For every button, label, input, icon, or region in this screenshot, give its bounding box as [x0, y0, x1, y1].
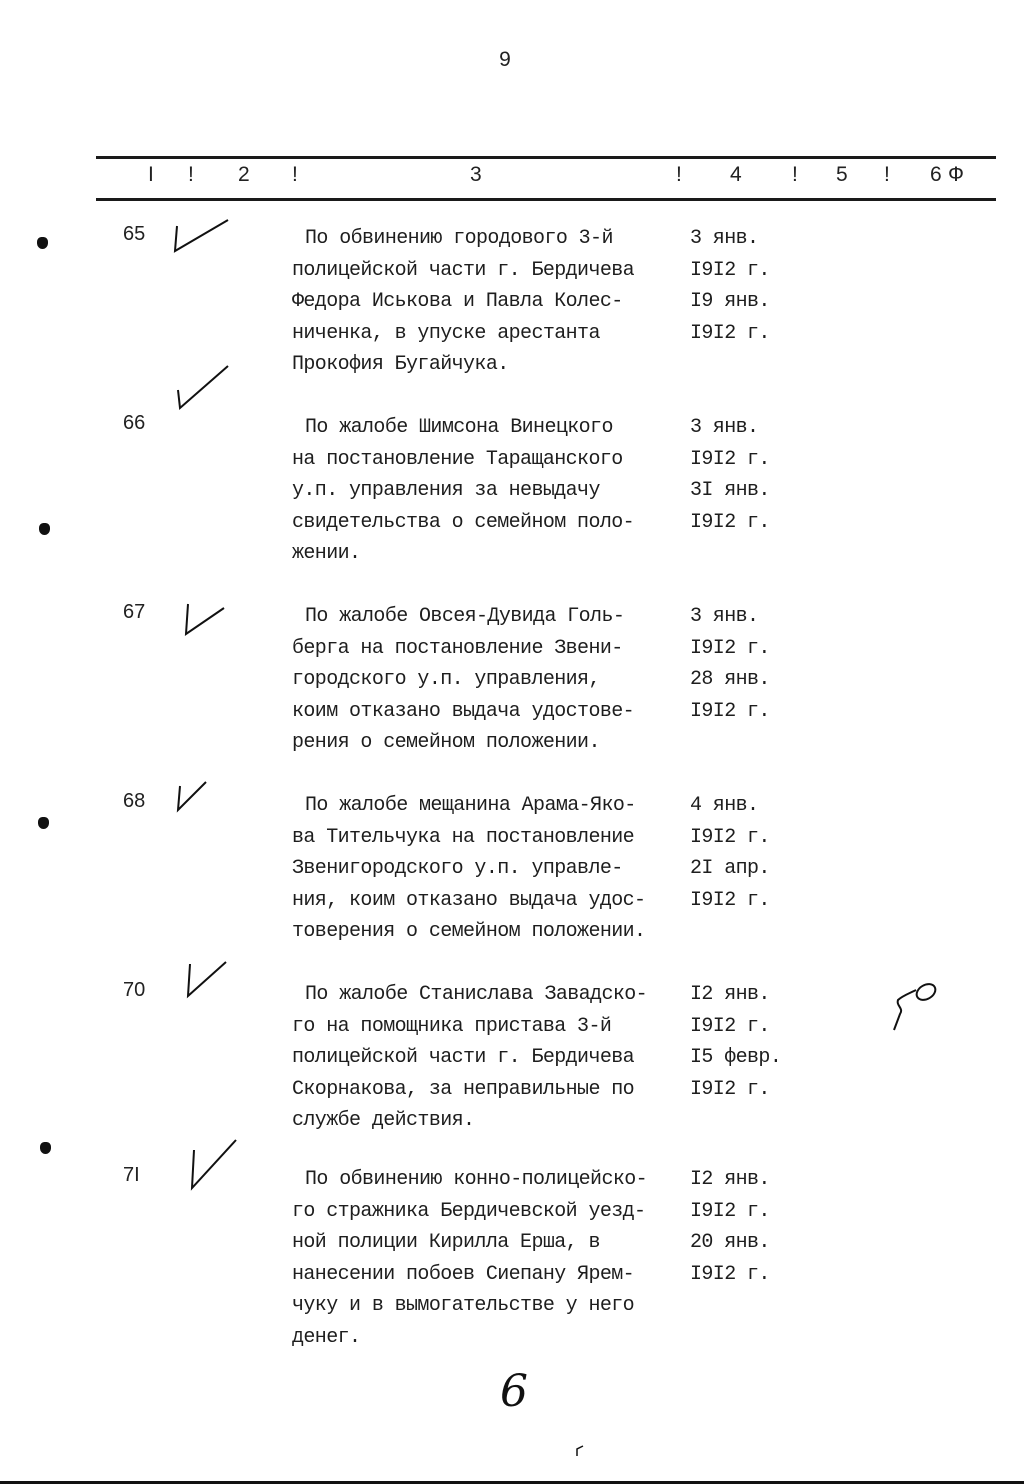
entry-description	[292, 412, 634, 570]
description-line: у.п. управления за невыдачу	[292, 479, 600, 502]
date-line: 20 янв.	[690, 1231, 770, 1254]
entry-description	[292, 601, 634, 759]
description-line: ниченка, в упуске арестанта	[292, 321, 600, 345]
description-line: По обвинению конно-полицейско-	[305, 1168, 648, 1191]
description-line: Федора Иськова и Павла Колес-	[292, 290, 623, 313]
entry-dates	[690, 223, 770, 349]
column-separator: !	[792, 163, 798, 186]
column-header-6: 6	[930, 163, 942, 186]
entry-number: 68	[123, 790, 146, 812]
punch-hole-mark	[38, 817, 49, 829]
column-header-2: 2	[238, 163, 250, 186]
description-line: коим отказано выдача удостове-	[292, 699, 635, 723]
date-line: I9I2 г.	[690, 699, 770, 723]
table-header	[96, 163, 996, 193]
entry-description	[292, 1164, 647, 1353]
entry-number: 7I	[123, 1164, 140, 1186]
date-line: I9I2 г.	[690, 825, 770, 849]
entry-number: 70	[123, 979, 146, 1001]
description-line: го стражника Бердичевской уезд-	[292, 1199, 646, 1223]
column-header-3: 3	[470, 163, 482, 186]
column-header-fond-mark: Ф	[948, 163, 964, 186]
description-line: чуку и в вымогательстве у него	[292, 1294, 635, 1317]
date-line: 4 янв.	[690, 794, 759, 817]
entry-number: 66	[123, 412, 146, 434]
description-line: ва Тительчука на постановление	[292, 825, 635, 849]
date-line: 3I янв.	[690, 479, 770, 502]
description-line: на постановление Таращанского	[292, 447, 623, 471]
description-line: По обвинению городового 3-й	[305, 227, 613, 250]
checkmark-icon	[174, 780, 214, 816]
description-line: ной полиции Кирилла Ерша, в	[292, 1231, 600, 1254]
column-separator: !	[884, 163, 890, 186]
entry-description	[292, 979, 647, 1137]
entry-number: 67	[123, 601, 146, 623]
description-line: берга на постановление Звени-	[292, 636, 623, 660]
checkmark-icon	[186, 1136, 242, 1196]
punch-hole-mark	[40, 1142, 51, 1154]
description-line: жении.	[292, 542, 361, 565]
description-line: нанесении побоев Сиепану Ярем-	[292, 1262, 635, 1286]
date-line: I9I2 г.	[690, 1077, 770, 1101]
entry-description	[292, 223, 634, 381]
date-line: I9I2 г.	[690, 1262, 770, 1286]
description-line: городского у.п. управления,	[292, 668, 600, 691]
entry-dates	[690, 1164, 770, 1290]
description-line: полицейской части г. Бердичева	[292, 1046, 635, 1069]
column-separator: !	[188, 163, 194, 186]
entry-dates	[690, 412, 770, 538]
table-header-bottom-rule	[96, 198, 996, 201]
column-header-4: 4	[730, 163, 742, 186]
description-line: Звенигородского у.п. управле-	[292, 857, 623, 880]
column-separator: !	[676, 163, 682, 186]
description-line: денег.	[292, 1325, 361, 1349]
description-line: По жалобе Шимсона Винецкого	[305, 416, 613, 439]
column-separator: !	[292, 163, 298, 186]
table-top-rule	[96, 156, 996, 159]
entry-number: 65	[123, 223, 146, 245]
date-line: I9I2 г.	[690, 1014, 770, 1038]
column-header-5: 5	[836, 163, 848, 186]
date-line: I9I2 г.	[690, 447, 770, 471]
date-line: I2 янв.	[690, 1168, 770, 1191]
checkmark-icon	[172, 218, 232, 258]
date-line: 28 янв.	[690, 668, 770, 691]
date-line: I5 февр.	[690, 1046, 782, 1069]
date-line: I9I2 г.	[690, 636, 770, 660]
description-line: По жалобе мещанина Арама-Яко-	[305, 794, 636, 817]
date-line: I9I2 г.	[690, 258, 770, 282]
date-line: 2I апр.	[690, 857, 770, 880]
checkmark-icon	[172, 362, 232, 412]
date-line: 3 янв.	[690, 605, 759, 628]
stray-pen-mark	[574, 1444, 586, 1458]
description-line: По жалобе Овсея-Дувида Голь-	[305, 605, 625, 628]
date-line: I9I2 г.	[690, 510, 770, 534]
entry-dates	[690, 790, 770, 916]
description-line: рения о семейном положении.	[292, 731, 600, 754]
punch-hole-mark	[39, 523, 50, 535]
checkmark-icon	[180, 600, 230, 640]
column-header-1: I	[148, 163, 154, 186]
date-line: I2 янв.	[690, 983, 770, 1006]
page-number: 9	[499, 48, 511, 71]
description-line: По жалобе Станислава Завадско-	[305, 983, 648, 1006]
punch-hole-mark	[37, 237, 48, 249]
entry-description	[292, 790, 645, 948]
description-line: полицейской части г. Бердичева	[292, 258, 635, 282]
entry-dates	[690, 979, 781, 1105]
date-line: 3 янв.	[690, 227, 759, 250]
date-line: I9 янв.	[690, 290, 770, 313]
description-line: свидетельства о семейном поло-	[292, 510, 635, 534]
handwritten-mark-50	[886, 978, 946, 1038]
date-line: I9I2 г.	[690, 888, 770, 912]
description-line: го на помощника пристава 3-й	[292, 1014, 612, 1038]
description-line: ния, коим отказано выдача удос-	[292, 888, 646, 912]
description-line: Прокофия Бугайчука.	[292, 353, 509, 376]
date-line: 3 янв.	[690, 416, 759, 439]
description-line: товерения о семейном положении.	[292, 920, 646, 943]
checkmark-icon	[182, 958, 232, 1002]
description-line: службе действия.	[292, 1109, 475, 1132]
description-line: Скорнакова, за неправильные по	[292, 1077, 635, 1101]
handwritten-sheet-number: 6	[500, 1366, 528, 1417]
date-line: I9I2 г.	[690, 1199, 770, 1223]
date-line: I9I2 г.	[690, 321, 770, 345]
entry-dates	[690, 601, 770, 727]
